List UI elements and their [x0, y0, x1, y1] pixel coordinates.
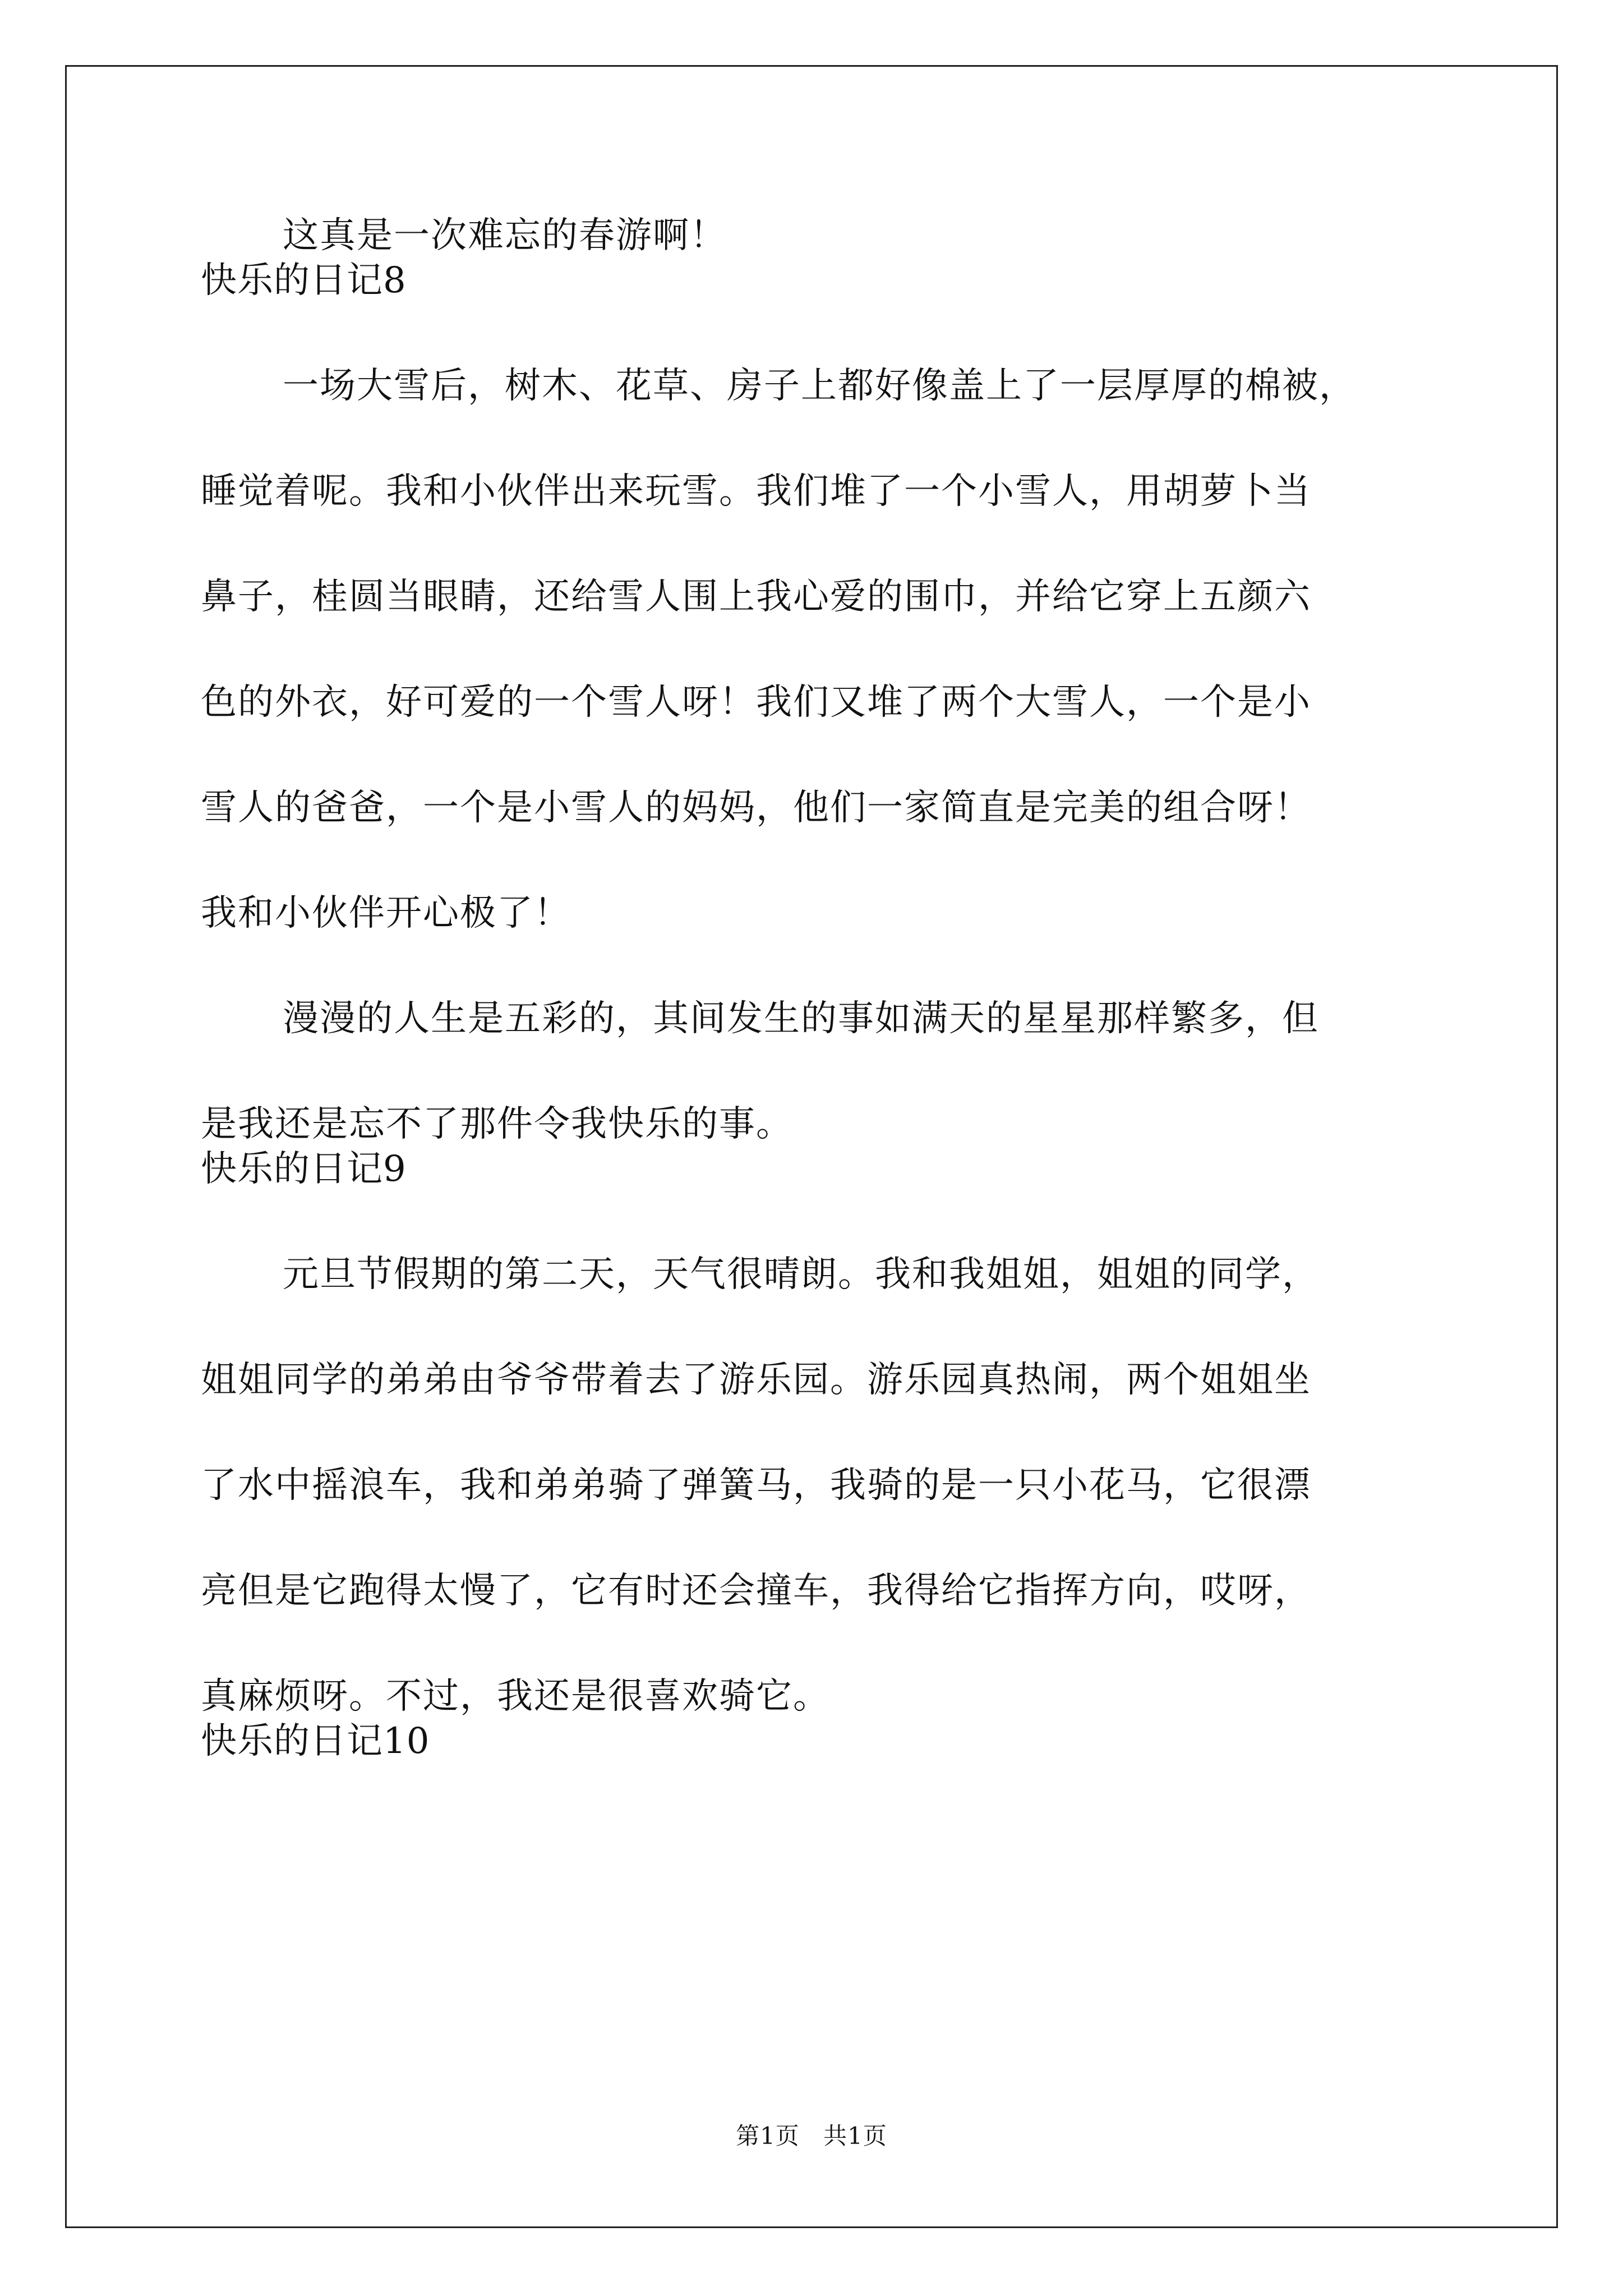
- paragraph-line: 一场大雪后，树木、花草、房子上都好像盖上了一层厚厚的棉被，: [283, 365, 1356, 407]
- paragraph-line: 雪人的爸爸，一个是小雪人的妈妈，他们一家简直是完美的组合呀！: [201, 787, 1311, 829]
- paragraph-line: 元旦节假期的第二天，天气很晴朗。我和我姐姐，姐姐的同学，: [283, 1254, 1319, 1295]
- paragraph-line: 姐姐同学的弟弟由爷爷带着去了游乐园。游乐园真热闹，两个姐姐坐: [201, 1359, 1311, 1401]
- document-body: [201, 213, 1479, 1764]
- paragraph-line: 漫漫的人生是五彩的，其间发生的事如满天的星星那样繁多，但: [283, 998, 1319, 1039]
- paragraph-line: 我和小伙伴开心极了！: [201, 892, 571, 934]
- page-number: 第1页: [736, 2122, 800, 2150]
- paragraph-line: 这真是一次难忘的春游啊！: [283, 215, 727, 256]
- paragraph-line: 是我还是忘不了那件令我快乐的事。: [201, 1103, 793, 1145]
- section-heading: 快乐的日记8: [201, 260, 407, 301]
- paragraph-line: 鼻子，桂圆当眼睛，还给雪人围上我心爱的围巾，并给它穿上五颜六: [201, 576, 1311, 618]
- section-heading: 快乐的日记9: [201, 1148, 407, 1190]
- paragraph-line: 睡觉着呢。我和小伙伴出来玩雪。我们堆了一个小雪人，用胡萝卜当: [201, 471, 1311, 512]
- section-heading: 快乐的日记10: [201, 1720, 430, 1762]
- page-total: 共1页: [823, 2122, 887, 2150]
- paragraph-line: 真麻烦呀。不过，我还是很喜欢骑它。: [201, 1676, 830, 1717]
- paragraph-line: 了水中摇浪车，我和弟弟骑了弹簧马，我骑的是一只小花马，它很漂: [201, 1465, 1311, 1506]
- page-footer: [0, 2122, 1623, 2150]
- paragraph-line: 色的外衣，好可爱的一个雪人呀！我们又堆了两个大雪人，一个是小: [201, 682, 1311, 723]
- paragraph-line: 亮但是它跑得太慢了，它有时还会撞车，我得给它指挥方向，哎呀，: [201, 1570, 1311, 1612]
